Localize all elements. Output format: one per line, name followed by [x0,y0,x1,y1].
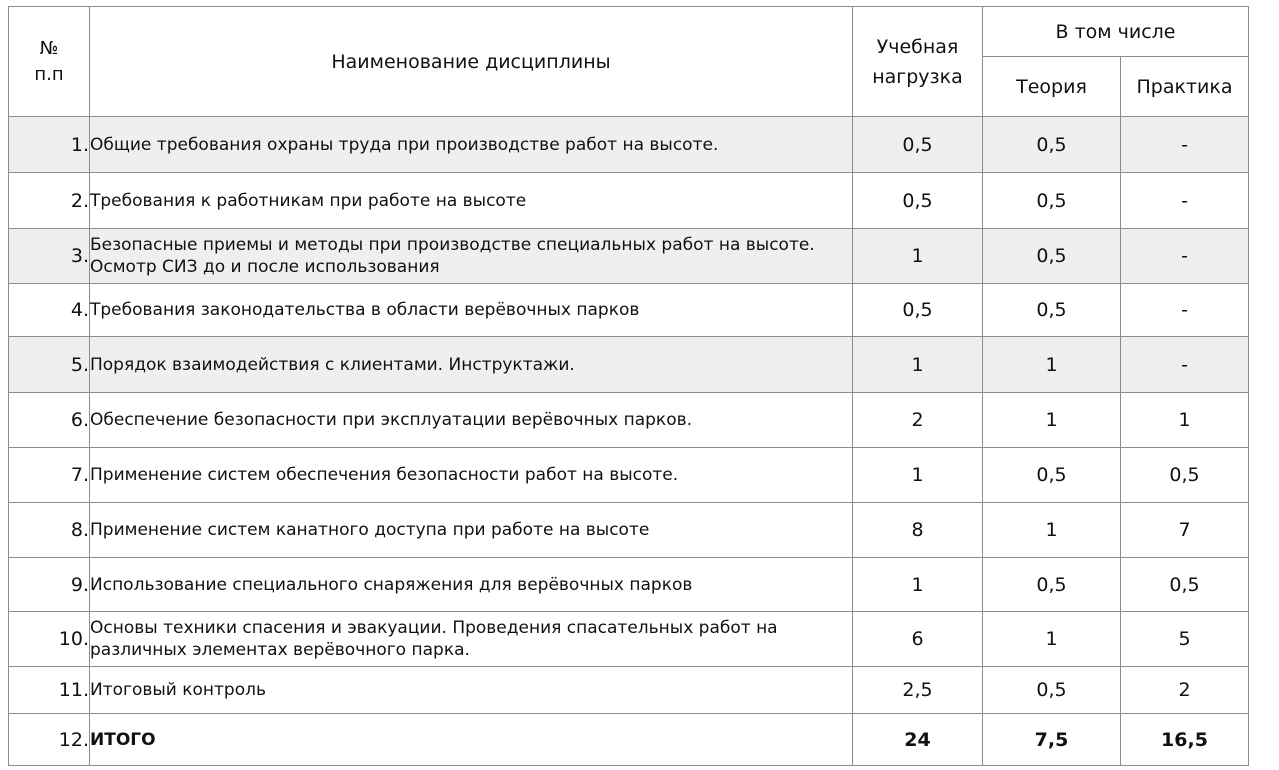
header-theory: Теория [983,57,1121,117]
row-practice: 2 [1121,667,1249,714]
row-theory: 0,5 [983,448,1121,503]
row-discipline: Требования законодательства в области верёвочных парков [90,284,853,337]
row-practice: - [1121,337,1249,393]
header-number-line1: № [39,37,59,59]
row-theory: 0,5 [983,558,1121,612]
row-theory: 0,5 [983,117,1121,173]
row-discipline: Основы техники спасения и эвакуации. Проведения спасательных работ на различных элементах верёвочного парка. [90,612,853,667]
row-practice: - [1121,117,1249,173]
row-theory: 1 [983,503,1121,558]
row-practice: - [1121,229,1249,284]
row-number: 7. [9,448,90,503]
row-practice: 0,5 [1121,448,1249,503]
row-discipline: Применение систем обеспечения безопасности работ на высоте. [90,448,853,503]
row-number: 4. [9,284,90,337]
row-load: 1 [853,448,983,503]
table-row [9,667,1249,714]
row-number: 2. [9,173,90,229]
row-number: 5. [9,337,90,393]
row-load: 1 [853,337,983,393]
row-number: 3. [9,229,90,284]
row-practice: 1 [1121,393,1249,448]
row-load: 24 [853,714,983,766]
row-discipline: Общие требования охраны труда при производстве работ на высоте. [90,117,853,173]
row-theory: 1 [983,337,1121,393]
header-number-line2: п.п [34,63,64,85]
row-number: 8. [9,503,90,558]
row-practice: - [1121,284,1249,337]
row-theory: 7,5 [983,714,1121,766]
row-load: 6 [853,612,983,667]
row-practice: - [1121,173,1249,229]
row-discipline: Применение систем канатного доступа при работе на высоте [90,503,853,558]
table-row [9,558,1249,612]
row-number: 10. [9,612,90,667]
row-number: 11. [9,667,90,714]
table-row [9,337,1249,393]
row-discipline: Безопасные приемы и методы при производстве специальных работ на высоте. Осмотр СИЗ до и после использования [90,229,853,284]
row-load: 1 [853,558,983,612]
row-practice: 7 [1121,503,1249,558]
row-discipline: ИТОГО [90,714,853,766]
header-number [9,7,90,117]
row-load: 8 [853,503,983,558]
row-number: 1. [9,117,90,173]
row-number: 6. [9,393,90,448]
row-practice: 0,5 [1121,558,1249,612]
row-discipline: Порядок взаимодействия с клиентами. Инструктажи. [90,337,853,393]
row-load: 0,5 [853,117,983,173]
row-theory: 0,5 [983,284,1121,337]
row-discipline: Требования к работникам при работе на высоте [90,173,853,229]
row-theory: 0,5 [983,229,1121,284]
header-study-load-line2: нагрузка [872,65,963,88]
row-load: 2,5 [853,667,983,714]
table-row-total [9,714,1249,766]
header-study-load-line1: Учебная [876,35,959,58]
table-row [9,117,1249,173]
header-discipline-name: Наименование дисциплины [90,7,853,117]
header-study-load [853,7,983,117]
row-discipline: Итоговый контроль [90,667,853,714]
header-including: В том числе [983,7,1249,57]
row-number: 12. [9,714,90,766]
row-theory: 0,5 [983,173,1121,229]
row-practice: 5 [1121,612,1249,667]
row-load: 1 [853,229,983,284]
row-theory: 1 [983,612,1121,667]
row-practice: 16,5 [1121,714,1249,766]
table-row [9,393,1249,448]
row-theory: 0,5 [983,667,1121,714]
curriculum-table [8,6,1249,766]
table-row [9,503,1249,558]
row-load: 0,5 [853,284,983,337]
row-load: 0,5 [853,173,983,229]
row-load: 2 [853,393,983,448]
table-row [9,284,1249,337]
row-discipline: Использование специального снаряжения для верёвочных парков [90,558,853,612]
table-row [9,173,1249,229]
row-number: 9. [9,558,90,612]
row-theory: 1 [983,393,1121,448]
table-row [9,229,1249,284]
table-row [9,612,1249,667]
table-row [9,448,1249,503]
row-discipline: Обеспечение безопасности при эксплуатации верёвочных парков. [90,393,853,448]
header-practice: Практика [1121,57,1249,117]
